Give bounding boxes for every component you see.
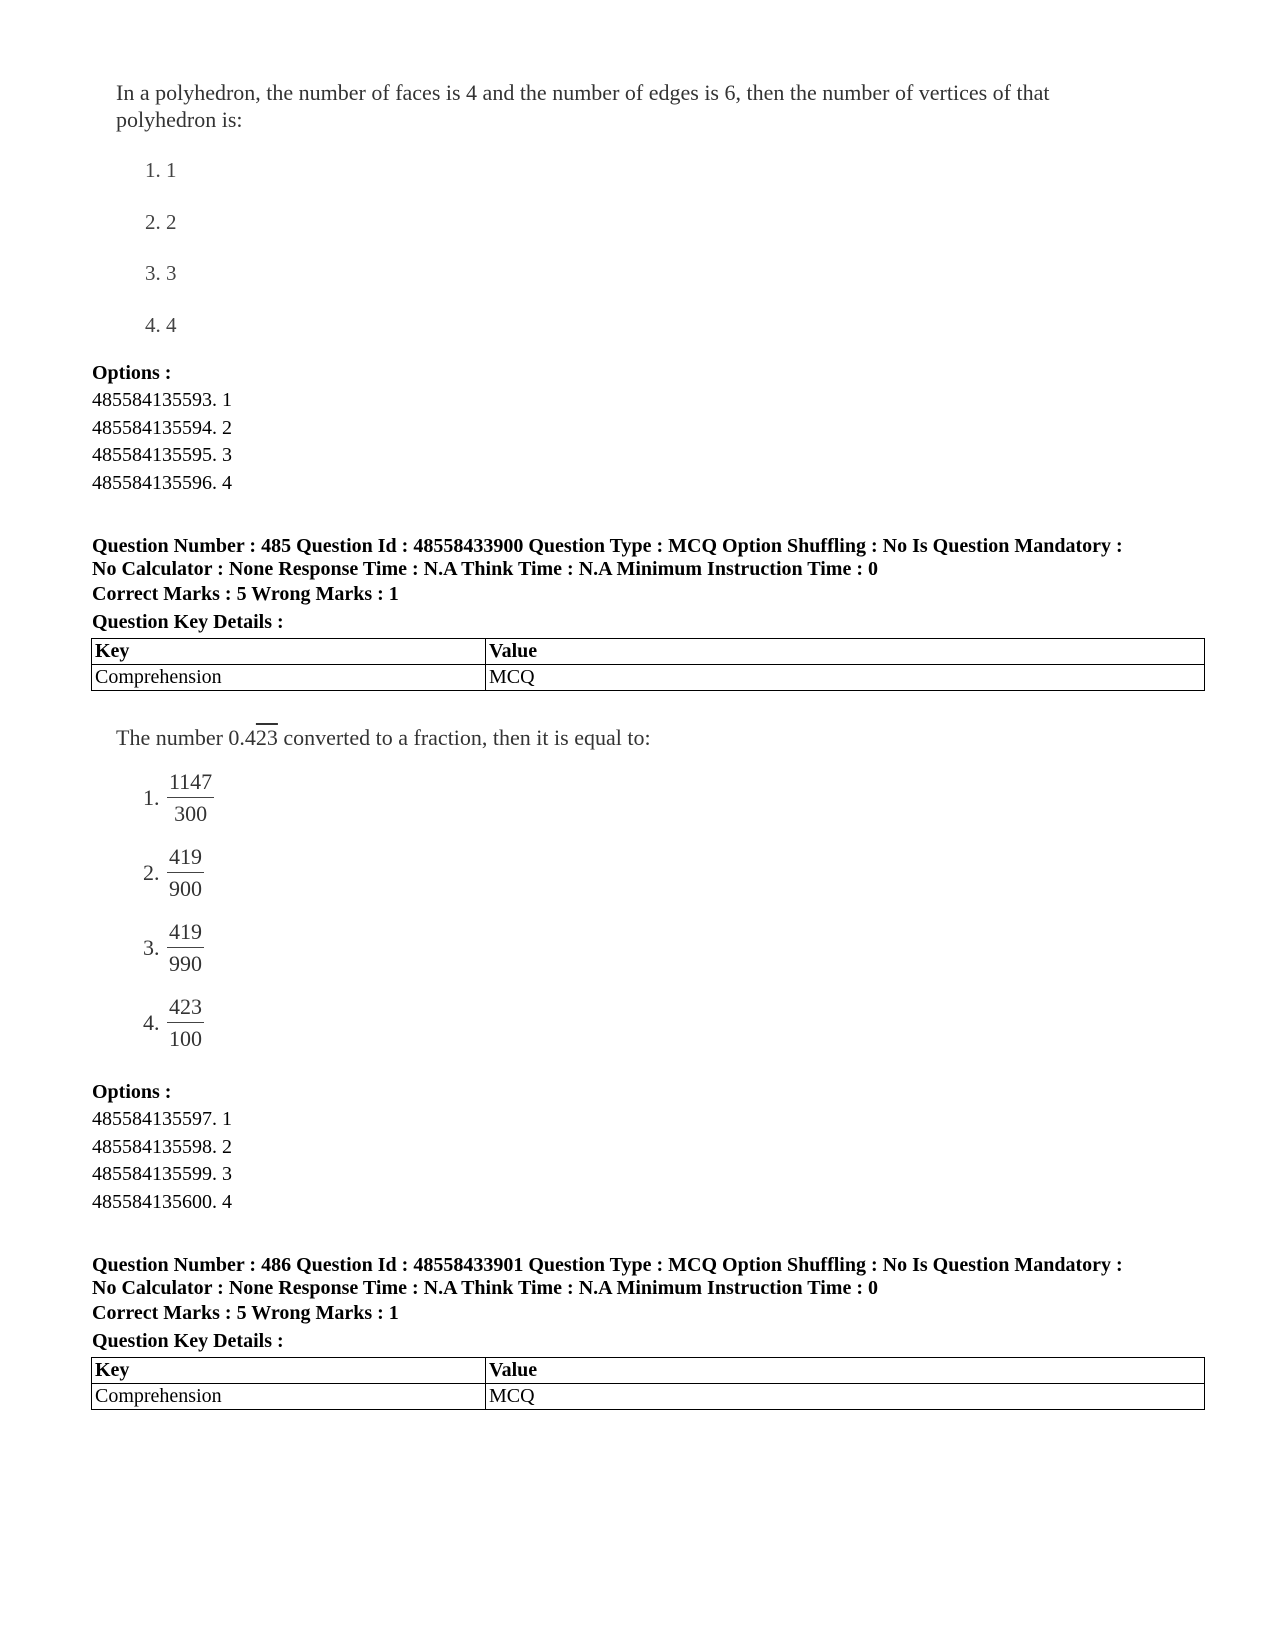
question-choice: 1. 1 bbox=[145, 158, 177, 182]
fraction bbox=[167, 845, 204, 901]
option-item: 485584135599. 3 bbox=[92, 1163, 232, 1185]
option-item: 485584135597. 1 bbox=[92, 1108, 232, 1130]
question-meta-line: No Calculator : None Response Time : N.A Think Time : N.A Minimum Instruction Time : 0 bbox=[92, 1277, 878, 1299]
question-text: In a polyhedron, the number of faces is 4 and the number of edges is 6, then the number of vertices of that polyhedron is: bbox=[116, 80, 1050, 132]
numerator: 419 bbox=[167, 920, 204, 948]
question-meta-line: Question Number : 486 Question Id : 48558433901 Question Type : MCQ Option Shuffling : No Is Question Mandatory : bbox=[92, 1254, 1123, 1276]
option-item: 485584135594. 2 bbox=[92, 416, 232, 439]
key-details-table bbox=[91, 1357, 1205, 1410]
denominator: 900 bbox=[169, 876, 202, 901]
options-list bbox=[92, 387, 232, 497]
denominator: 100 bbox=[169, 1026, 202, 1051]
table-header: Value bbox=[486, 1358, 1205, 1384]
fraction bbox=[167, 995, 204, 1051]
fraction bbox=[167, 920, 204, 976]
question-meta bbox=[92, 1254, 1212, 1300]
table-header: Key bbox=[92, 1358, 486, 1384]
table-header: Key bbox=[92, 639, 486, 665]
option-item: 485584135598. 2 bbox=[92, 1135, 232, 1158]
option-item: 485584135596. 4 bbox=[92, 471, 232, 494]
question-choice bbox=[143, 770, 214, 826]
fraction bbox=[167, 770, 214, 826]
choice-number: 4. bbox=[143, 1010, 160, 1035]
numerator: 423 bbox=[167, 995, 204, 1023]
question-meta-line: No Calculator : None Response Time : N.A Think Time : N.A Minimum Instruction Time : 0 bbox=[92, 558, 878, 580]
choice-number: 2. bbox=[143, 860, 160, 885]
key-details-label: Question Key Details : bbox=[92, 611, 284, 633]
options-list bbox=[92, 1106, 232, 1216]
numerator: 1147 bbox=[167, 770, 214, 798]
question-text bbox=[116, 724, 651, 751]
key-details-label: Question Key Details : bbox=[92, 1330, 284, 1352]
question-choice bbox=[143, 995, 204, 1051]
question-choice: 3. 3 bbox=[145, 261, 177, 285]
option-item: 485584135600. 4 bbox=[92, 1190, 232, 1213]
repeating-decimal: 0.423 bbox=[228, 725, 278, 750]
key-details-table bbox=[91, 638, 1205, 691]
question-choice bbox=[143, 920, 204, 976]
options-label: Options : bbox=[92, 362, 172, 384]
denominator: 990 bbox=[169, 951, 202, 976]
question-choice bbox=[143, 845, 204, 901]
denominator: 300 bbox=[174, 801, 208, 826]
question-meta bbox=[92, 535, 1212, 581]
choice-number: 1. bbox=[143, 785, 160, 810]
option-item: 485584135595. 3 bbox=[92, 444, 232, 466]
question-text-part: The number bbox=[116, 725, 229, 750]
marks-line: Correct Marks : 5 Wrong Marks : 1 bbox=[92, 583, 399, 605]
marks-line: Correct Marks : 5 Wrong Marks : 1 bbox=[92, 1302, 399, 1324]
table-cell: MCQ bbox=[486, 1384, 1205, 1410]
question-text-part: converted to a fraction, then it is equal to: bbox=[277, 725, 651, 750]
choice-number: 3. bbox=[143, 935, 160, 960]
question-meta-line: Question Number : 485 Question Id : 48558433900 Question Type : MCQ Option Shuffling : No Is Question Mandatory : bbox=[92, 535, 1123, 557]
numerator: 419 bbox=[167, 845, 204, 873]
question-choice: 2. 2 bbox=[145, 210, 177, 234]
table-cell: Comprehension bbox=[92, 665, 486, 691]
options-label: Options : bbox=[92, 1081, 172, 1103]
repeating-digits: 23 bbox=[255, 725, 278, 750]
table-header: Value bbox=[486, 639, 1205, 665]
question-choice: 4. 4 bbox=[145, 313, 177, 337]
table-cell: Comprehension bbox=[92, 1384, 486, 1410]
option-item: 485584135593. 1 bbox=[92, 389, 232, 411]
table-cell: MCQ bbox=[486, 665, 1205, 691]
